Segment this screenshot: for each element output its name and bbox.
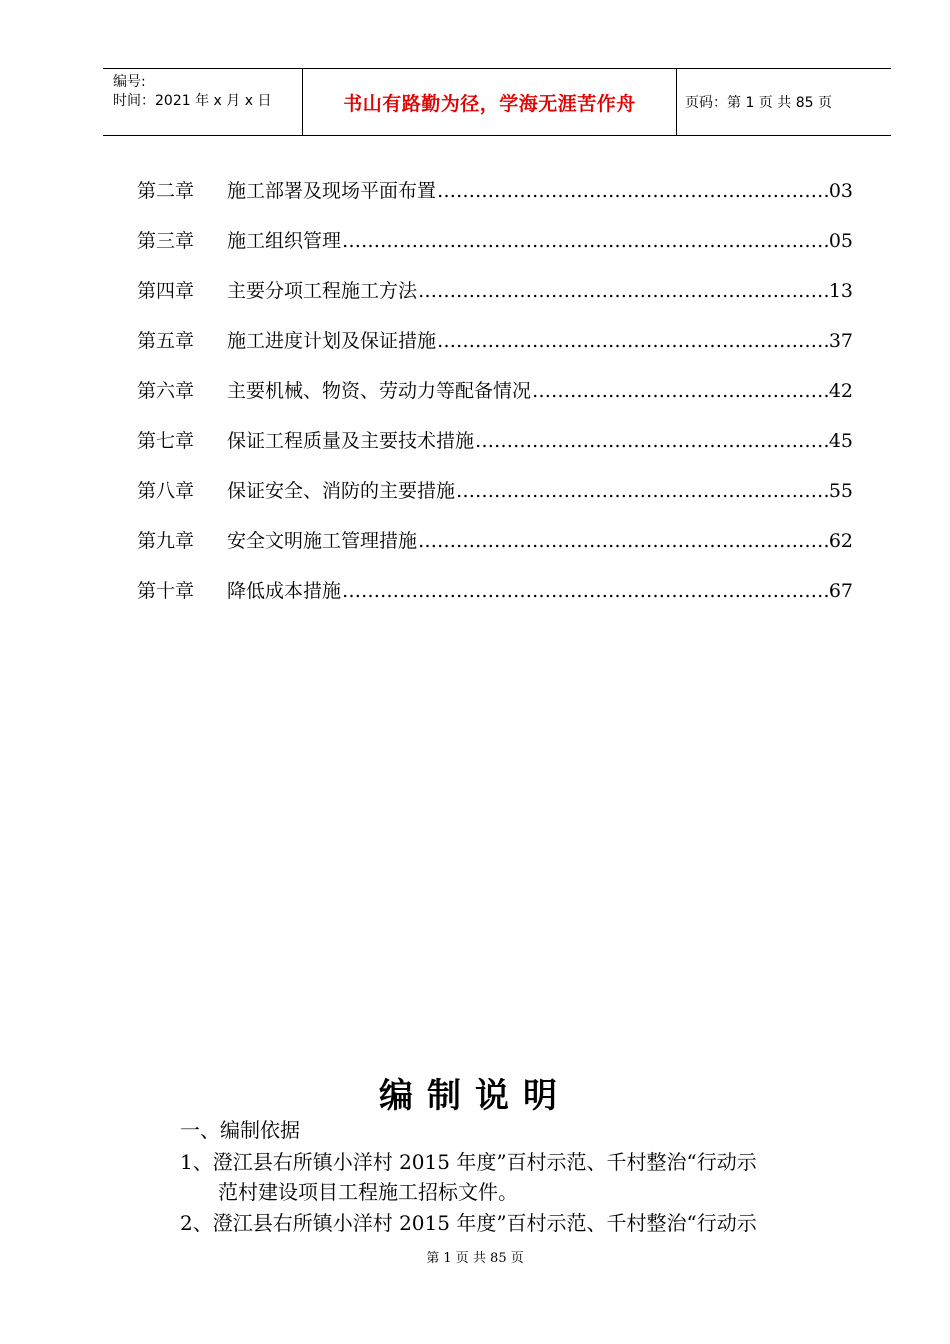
toc-leader bbox=[532, 380, 828, 402]
page-footer: 第 1 页 共 85 页 bbox=[426, 1251, 524, 1266]
toc-title: 保证工程质量及主要技术措施 bbox=[227, 430, 475, 452]
toc-chapter: 第二章 bbox=[137, 180, 195, 202]
toc-entry[interactable] bbox=[137, 526, 853, 576]
header-left-cell bbox=[103, 69, 303, 135]
toc-chapter: 第七章 bbox=[137, 430, 195, 452]
toc-page: 42 bbox=[828, 380, 853, 402]
toc-entry[interactable] bbox=[137, 576, 853, 626]
doc-number-label: 编号: bbox=[113, 74, 146, 90]
toc-leader bbox=[456, 480, 828, 502]
toc-entry[interactable] bbox=[137, 426, 853, 476]
header-motto: 书山有路勤为径，学海无涯苦作舟 bbox=[303, 69, 677, 135]
toc-leader bbox=[437, 330, 828, 352]
toc-leader bbox=[418, 280, 828, 302]
toc-title: 施工进度计划及保证措施 bbox=[227, 330, 437, 352]
toc-page: 03 bbox=[828, 180, 853, 202]
toc-page: 13 bbox=[828, 280, 853, 302]
toc-title: 保证安全、消防的主要措施 bbox=[227, 480, 456, 502]
page-header bbox=[103, 68, 891, 136]
toc-entry[interactable] bbox=[137, 176, 853, 226]
toc-entry[interactable] bbox=[137, 376, 853, 426]
basis-item-1-line-2: 范村建设项目工程施工招标文件。 bbox=[218, 1180, 518, 1204]
basis-item-2-line-1: 2、澄江县右所镇小洋村 2015 年度”百村示范、千村整治“行动示 bbox=[180, 1211, 757, 1235]
toc-chapter: 第四章 bbox=[137, 280, 195, 302]
toc-chapter: 第六章 bbox=[137, 380, 195, 402]
toc-title: 主要机械、物资、劳动力等配备情况 bbox=[227, 380, 532, 402]
toc-leader bbox=[475, 430, 828, 452]
toc-chapter: 第十章 bbox=[137, 580, 195, 602]
toc-page: 05 bbox=[828, 230, 853, 252]
header-page-label: 页码：第 1 页 共 85 页 bbox=[685, 95, 832, 111]
toc-leader bbox=[342, 230, 828, 252]
toc-page: 37 bbox=[828, 330, 853, 352]
basis-item-1 bbox=[180, 1147, 880, 1207]
toc-title: 安全文明施工管理措施 bbox=[227, 530, 418, 552]
toc-title: 主要分项工程施工方法 bbox=[227, 280, 418, 302]
section-title: 编制说明 bbox=[379, 1076, 571, 1116]
doc-time-label: 时间：2021 年 x 月 x 日 bbox=[113, 93, 272, 109]
toc-page: 67 bbox=[828, 580, 853, 602]
toc-chapter: 第八章 bbox=[137, 480, 195, 502]
toc-chapter: 第九章 bbox=[137, 530, 195, 552]
toc-entry[interactable] bbox=[137, 326, 853, 376]
section-subtitle: 一、编制依据 bbox=[180, 1118, 300, 1142]
toc-page: 45 bbox=[828, 430, 853, 452]
toc-title: 施工部署及现场平面布置 bbox=[227, 180, 437, 202]
basis-item-2 bbox=[180, 1208, 880, 1238]
basis-item-1-line-1: 1、澄江县右所镇小洋村 2015 年度”百村示范、千村整治“行动示 bbox=[180, 1150, 757, 1174]
toc-title: 降低成本措施 bbox=[227, 580, 342, 602]
toc-entry[interactable] bbox=[137, 476, 853, 526]
toc-page: 55 bbox=[828, 480, 853, 502]
toc-entry[interactable] bbox=[137, 226, 853, 276]
toc-title: 施工组织管理 bbox=[227, 230, 342, 252]
toc-leader bbox=[418, 530, 828, 552]
toc-chapter: 第三章 bbox=[137, 230, 195, 252]
toc-page: 62 bbox=[828, 530, 853, 552]
toc-leader bbox=[437, 180, 828, 202]
toc-leader bbox=[342, 580, 828, 602]
table-of-contents bbox=[137, 176, 853, 626]
toc-chapter: 第五章 bbox=[137, 330, 195, 352]
toc-entry[interactable] bbox=[137, 276, 853, 326]
